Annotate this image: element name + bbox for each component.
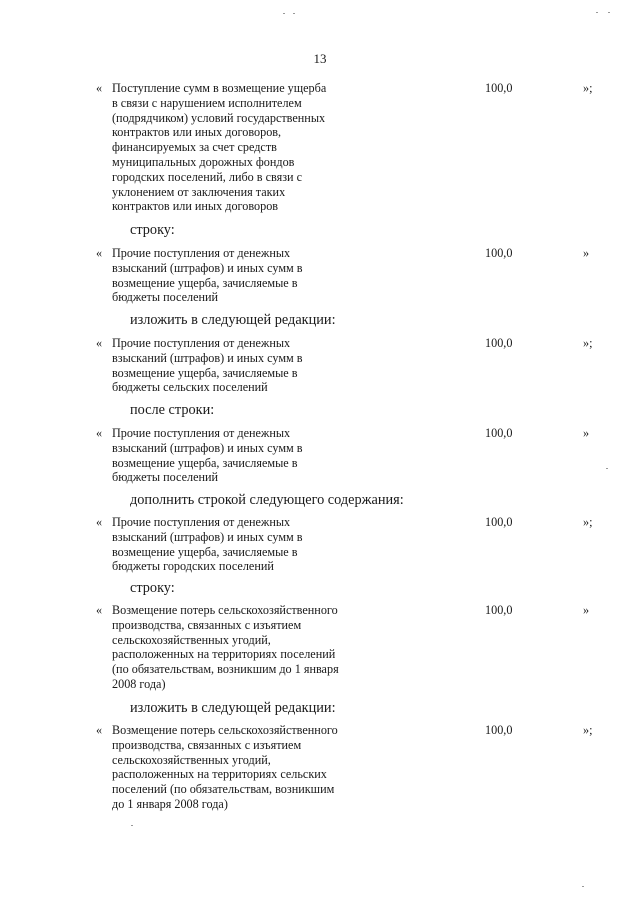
entry-amount: 100,0 xyxy=(485,336,513,350)
instruction-heading: дополнить строкой следующего содержания: xyxy=(130,492,404,508)
entry-amount: 100,0 xyxy=(485,246,513,260)
entry-description: Поступление сумм в возмещение ущерба в связи с нарушением исполнителем (подрядчиком) условий государственных контрактов или иных договоров, финансируемых за счет средств муниципальных дорожных фондов городских поселений, либо в связи с уклонением от заключения таких контрактов или иных договоров xyxy=(112,81,327,214)
page-number: 13 xyxy=(313,51,327,66)
scan-speck xyxy=(283,13,285,14)
instruction-heading: изложить в следующей редакции: xyxy=(130,700,336,716)
open-quote: « xyxy=(96,336,103,350)
scan-speck xyxy=(608,12,610,13)
scan-speck xyxy=(293,13,295,14)
entry-description: Возмещение потерь сельскохозяйственного производства, связанных с изъятием сельскохозяйственных угодий, расположенных на территориях поселений (по обязательствам, возникшим до 1 января 2008 года) xyxy=(112,603,339,691)
close-quote: » xyxy=(583,603,590,617)
open-quote: « xyxy=(96,81,103,95)
entry-amount: 100,0 xyxy=(485,515,513,529)
close-quote: »; xyxy=(583,723,593,737)
instruction-heading: после строки: xyxy=(130,402,215,418)
scan-speck xyxy=(131,825,133,826)
open-quote: « xyxy=(96,246,103,260)
entry-description: Прочие поступления от денежных взысканий (штрафов) и иных сумм в возмещение ущерба, зачисляемые в бюджеты сельских поселений xyxy=(112,336,303,395)
entry-description: Прочие поступления от денежных взысканий (штрафов) и иных сумм в возмещение ущерба, зачисляемые в бюджеты поселений xyxy=(112,246,303,305)
open-quote: « xyxy=(96,426,103,440)
instruction-heading: строку: xyxy=(130,222,175,238)
close-quote: »; xyxy=(583,515,593,529)
entry-description: Прочие поступления от денежных взысканий (штрафов) и иных сумм в возмещение ущерба, зачисляемые в бюджеты городских поселений xyxy=(112,515,303,574)
scan-speck xyxy=(596,12,598,13)
instruction-heading: строку: xyxy=(130,580,175,596)
entry-amount: 100,0 xyxy=(485,426,513,440)
entry-amount: 100,0 xyxy=(485,603,513,617)
open-quote: « xyxy=(96,515,103,529)
close-quote: »; xyxy=(583,336,593,350)
entry-description: Возмещение потерь сельскохозяйственного производства, связанных с изъятием сельскохозяйственных угодий, расположенных на территориях сельских поселений (по обязательствам, возникшим до 1 января 2008 года) xyxy=(112,723,338,811)
entry-amount: 100,0 xyxy=(485,723,513,737)
scan-speck xyxy=(582,886,584,887)
close-quote: » xyxy=(583,246,590,260)
instruction-heading: изложить в следующей редакции: xyxy=(130,312,336,328)
close-quote: »; xyxy=(583,81,593,95)
close-quote: » xyxy=(583,426,590,440)
open-quote: « xyxy=(96,603,103,617)
entry-description: Прочие поступления от денежных взысканий (штрафов) и иных сумм в возмещение ущерба, зачисляемые в бюджеты поселений xyxy=(112,426,303,485)
open-quote: « xyxy=(96,723,103,737)
entry-amount: 100,0 xyxy=(485,81,513,95)
scan-speck xyxy=(606,468,608,469)
